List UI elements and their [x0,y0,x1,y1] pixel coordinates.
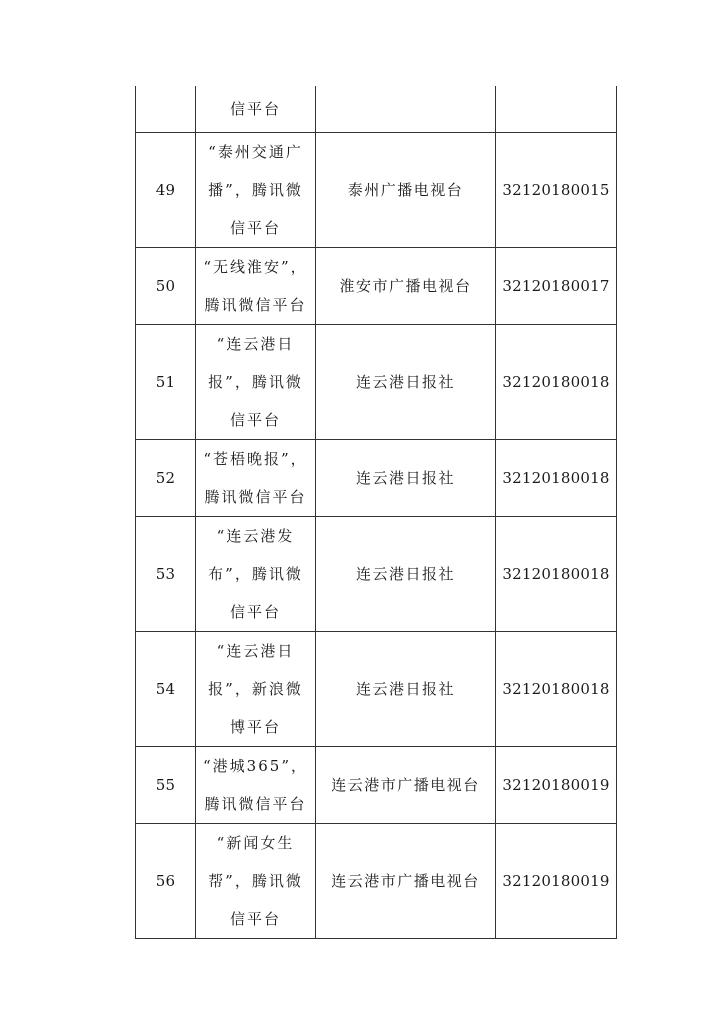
row-number-cell [136,247,196,324]
row-number: 52 [155,468,176,487]
operator-unit-cell [316,324,496,439]
license-code-cell [496,132,617,247]
operator-unit-cell [316,823,496,938]
row-number-cell [136,823,196,938]
operator-unit: 连云港日报社 [355,372,455,391]
table-row [136,516,617,631]
platform-name-cell [196,439,316,516]
license-code: 32120180015 [502,180,610,199]
row-number: 50 [155,276,176,295]
license-code-cell [496,439,617,516]
platform-name: 信平台 [229,99,281,118]
license-code-cell [496,823,617,938]
operator-unit: 泰州广播电视台 [347,180,464,199]
platform-name-cell [196,86,316,132]
operator-unit: 连云港日报社 [355,564,455,583]
row-number-cell [136,132,196,247]
platform-name: “无线淮安”，腾讯微信平台 [203,257,308,314]
media-registry-table [135,86,617,939]
operator-unit-cell [316,86,496,132]
operator-unit-cell [316,439,496,516]
row-number: 56 [155,871,176,890]
row-number: 53 [155,564,176,583]
operator-unit: 连云港日报社 [355,468,455,487]
license-code: 32120180018 [502,679,610,698]
operator-unit-cell [316,132,496,247]
operator-unit: 连云港日报社 [355,679,455,698]
table-row [136,132,617,247]
license-code: 32120180019 [502,775,610,794]
table-row [136,823,617,938]
row-number: 54 [155,679,176,698]
operator-unit-cell [316,746,496,823]
platform-name: “苍梧晚报”，腾讯微信平台 [203,449,308,506]
row-number-cell [136,86,196,132]
license-code: 32120180017 [502,276,610,295]
table-row [136,631,617,746]
license-code: 32120180018 [502,372,610,391]
platform-name-cell [196,132,316,247]
platform-name-cell [196,823,316,938]
table-row [136,247,617,324]
row-number-cell [136,516,196,631]
row-number-cell [136,631,196,746]
table-row [136,86,617,132]
license-code-cell [496,631,617,746]
operator-unit-cell [316,631,496,746]
license-code: 32120180018 [502,468,610,487]
table-row [136,324,617,439]
license-code: 32120180018 [502,564,610,583]
license-code-cell [496,324,617,439]
table-row [136,439,617,516]
platform-name-cell [196,324,316,439]
platform-name-cell [196,516,316,631]
row-number: 55 [155,775,176,794]
license-code-cell [496,247,617,324]
operator-unit: 淮安市广播电视台 [339,276,472,295]
table-row [136,746,617,823]
platform-name: “新闻女生帮”，腾讯微信平台 [208,833,303,928]
license-code-cell [496,86,617,132]
row-number: 49 [155,180,176,199]
license-code-cell [496,746,617,823]
platform-name: “连云港日报”，腾讯微信平台 [208,334,303,429]
operator-unit: 连云港市广播电视台 [331,775,480,794]
platform-name-cell [196,247,316,324]
platform-name: “泰州交通广播”，腾讯微信平台 [208,142,303,237]
platform-name-cell [196,631,316,746]
platform-name: “港城365”，腾讯微信平台 [203,756,308,813]
row-number: 51 [155,372,176,391]
row-number-cell [136,324,196,439]
platform-name: “连云港发布”，腾讯微信平台 [208,526,303,621]
license-code-cell [496,516,617,631]
platform-name: “连云港日报”，新浪微博平台 [208,641,303,736]
operator-unit-cell [316,516,496,631]
row-number-cell [136,746,196,823]
license-code: 32120180019 [502,871,610,890]
platform-name-cell [196,746,316,823]
row-number-cell [136,439,196,516]
operator-unit-cell [316,247,496,324]
operator-unit: 连云港市广播电视台 [331,871,480,890]
